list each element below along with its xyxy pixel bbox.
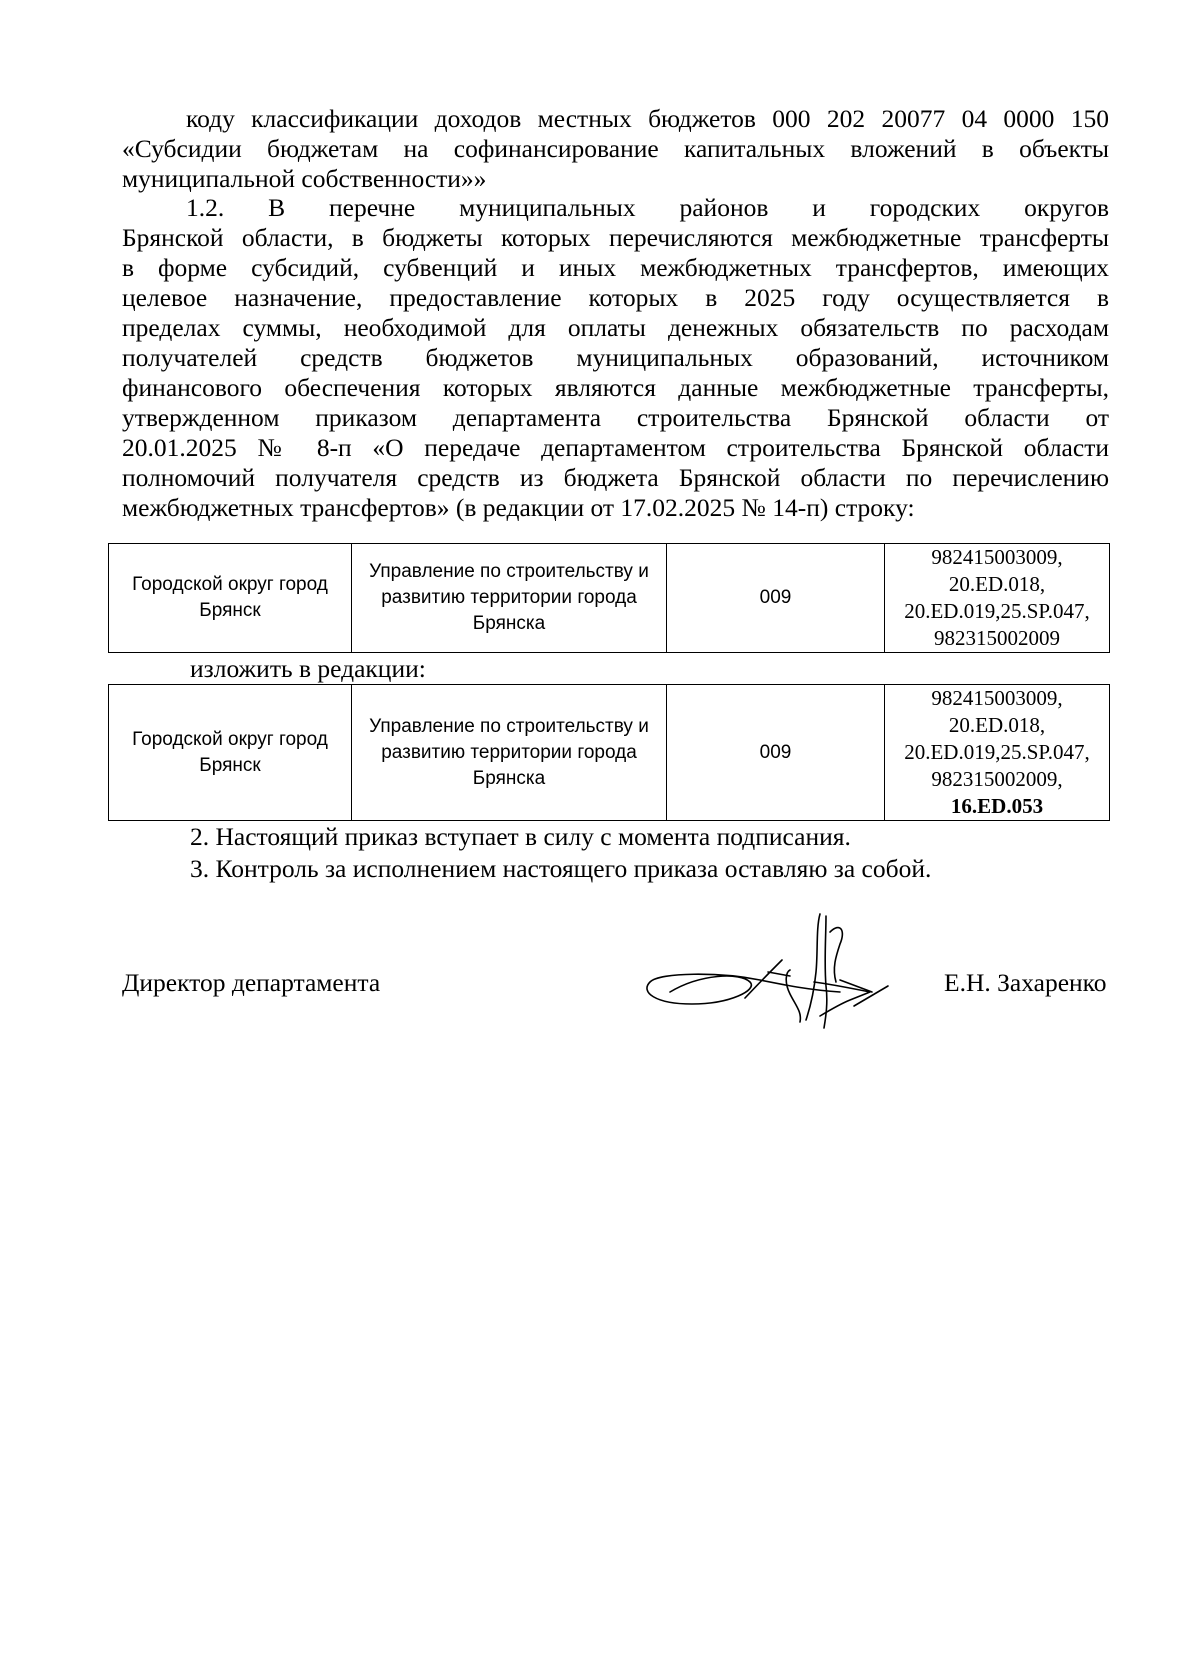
intro-line: «Субсидии бюджетам на софинансирование капитальных вложений в объекты	[122, 134, 1109, 163]
code-line: 20.ED.018,	[948, 572, 1046, 596]
item-1-2-line: Брянской области, в бюджеты которых перечисляются межбюджетные трансферты	[122, 223, 1109, 252]
signature-icon	[640, 912, 900, 1032]
item-1-2-line: пределах суммы, необходимой для оплаты денежных обязательств по расходам	[122, 313, 1109, 342]
recipient-cell: Управление по строительству и развитию территории города Брянска	[352, 544, 667, 653]
intro-paragraph	[122, 104, 1109, 194]
item-1-2-line: финансового обеспечения которых являются данные межбюджетные трансферты,	[122, 373, 1109, 402]
item-1-2-line: получателей средств бюджетов муниципальных образований, источником	[122, 343, 1109, 372]
intro-line: коду классификации доходов местных бюджетов 000 202 20077 04 0000 150	[186, 104, 1109, 133]
recipient-cell: Управление по строительству и развитию территории города Брянска	[352, 685, 667, 821]
signatory-name: Е.Н. Захаренко	[944, 968, 1107, 997]
code-line: 982315002009	[934, 626, 1060, 650]
item-3-paragraph: 3. Контроль за исполнением настоящего приказа оставляю за собой.	[190, 854, 932, 883]
item-1-2-line: утвержденном приказом департамента строительства Брянской области от	[122, 403, 1109, 432]
code-line: 982415003009,	[931, 686, 1063, 710]
added-code-line: 16.ED.053	[950, 794, 1044, 818]
code-cell: 009	[667, 685, 885, 821]
new-row-table	[108, 684, 1110, 821]
item-1-2-line: 1.2. В перечне муниципальных районов и городских округов	[186, 193, 1109, 222]
item-1-2-line: полномочий получателя средств из бюджета Брянской области по перечислению	[122, 463, 1109, 492]
old-row-table	[108, 543, 1110, 653]
code-line: 982415003009,	[931, 545, 1063, 569]
restate-label: изложить в редакции:	[190, 654, 426, 683]
item-1-2-paragraph	[122, 193, 1109, 523]
codes-cell	[885, 544, 1110, 653]
codes-cell	[885, 685, 1110, 821]
item-1-2-line: межбюджетных трансфертов» (в редакции от 17.02.2025 № 14-п) строку:	[122, 493, 915, 522]
item-1-2-line: целевое назначение, предоставление которых в 2025 году осуществляется в	[122, 283, 1109, 312]
table-row	[109, 544, 1110, 653]
code-line: 20.ED.019,25.SP.047,	[904, 740, 1090, 764]
code-line: 982315002009,	[931, 767, 1063, 791]
signatory-position: Директор департамента	[122, 968, 381, 997]
item-2-paragraph: 2. Настоящий приказ вступает в силу с момента подписания.	[190, 822, 851, 851]
code-line: 20.ED.018,	[948, 713, 1046, 737]
code-line: 20.ED.019,25.SP.047,	[904, 599, 1090, 623]
table-row	[109, 685, 1110, 821]
code-cell: 009	[667, 544, 885, 653]
municipality-cell: Городской округ город Брянск	[109, 544, 352, 653]
item-1-2-line: 20.01.2025 № 8-п «О передаче департаментом строительства Брянской области	[122, 433, 1109, 462]
intro-line: муниципальной собственности»»	[122, 164, 487, 193]
item-1-2-line: в форме субсидий, субвенций и иных межбюджетных трансфертов, имеющих	[122, 253, 1109, 282]
municipality-cell: Городской округ город Брянск	[109, 685, 352, 821]
